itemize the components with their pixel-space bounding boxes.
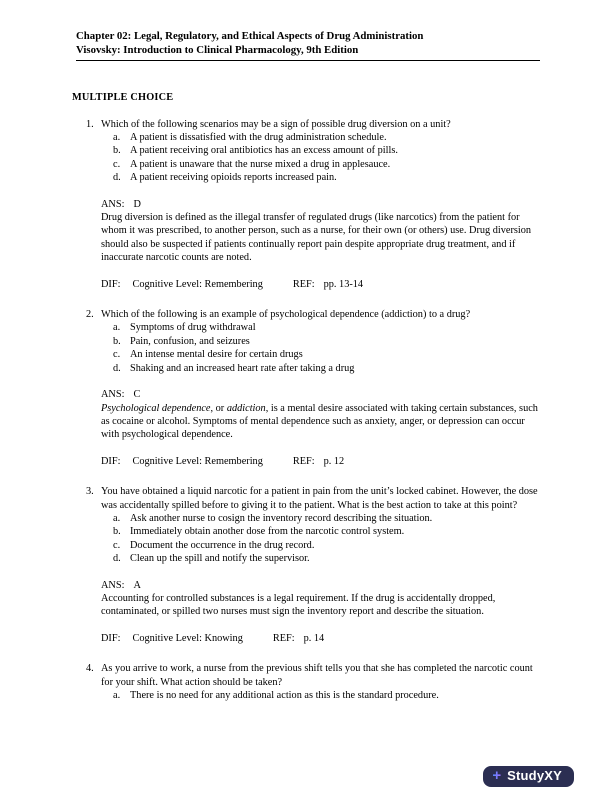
- answer-option: [101, 348, 540, 361]
- options-list: [101, 689, 540, 702]
- ref-label: REF:: [292, 455, 315, 467]
- answer-option: [101, 335, 540, 348]
- dif-ref-line: [101, 278, 540, 291]
- answer-option: [101, 525, 540, 538]
- options-list: [101, 512, 540, 566]
- answer-label: ANS:: [101, 389, 125, 401]
- option-letter: a.: [113, 512, 121, 524]
- option-letter: a.: [113, 132, 121, 143]
- chapter-title: Chapter 02: Legal, Regulatory, and Ethical Aspects of Drug Administration: [76, 30, 424, 42]
- answer-value: D: [133, 198, 141, 210]
- option-letter: c.: [113, 158, 121, 170]
- answer-option: [101, 512, 540, 525]
- answer-block: [101, 579, 540, 646]
- answer-option: [101, 321, 540, 334]
- studyxy-brand-badge: [483, 766, 574, 787]
- dif-value: Cognitive Level: Knowing: [132, 632, 243, 644]
- rationale-text: [101, 211, 540, 265]
- rationale-text: [101, 402, 540, 442]
- option-text: Document the occurrence in the drug record.: [130, 539, 315, 551]
- dif-label: DIF:: [101, 455, 121, 467]
- answer-option: [101, 144, 540, 157]
- rationale-segment: , is a mental desire associated with taking certain substances, such as cocaine or alcohol. Symptoms of mental dependence such as anxiety, anger, or depression can occur with psychological dependence.: [101, 402, 538, 441]
- option-letter: a.: [113, 690, 121, 701]
- answer-option: [101, 158, 540, 171]
- dif-value: Cognitive Level: Remembering: [132, 455, 263, 467]
- question-text: Which of the following is an example of psychological dependence (addiction) to a drug?: [101, 309, 471, 321]
- options-list: [101, 131, 540, 185]
- dif-label: DIF:: [101, 278, 121, 290]
- ref-value: p. 14: [303, 632, 325, 644]
- option-text: Immediately obtain another dose from the narcotic control system.: [130, 526, 405, 538]
- document-header: [76, 30, 540, 57]
- answer-value: A: [133, 579, 141, 591]
- option-text: Pain, confusion, and seizures: [130, 335, 250, 347]
- option-letter: b.: [113, 526, 121, 538]
- option-letter: c.: [113, 539, 121, 551]
- dif-ref-line: [101, 632, 540, 645]
- question-block: [76, 662, 540, 702]
- answer-block: [101, 198, 540, 291]
- option-letter: d.: [113, 553, 121, 565]
- book-title: Visovsky: Introduction to Clinical Pharmacology, 9th Edition: [76, 43, 359, 56]
- ref-label: REF:: [292, 278, 315, 290]
- answer-line: [101, 579, 540, 592]
- question-block: [76, 485, 540, 645]
- question-text: As you arrive to work, a nurse from the previous shift tells you that she has completed the narcotic count for your shift. What action should be taken?: [101, 663, 533, 688]
- header-rule: [76, 60, 540, 61]
- option-letter: d.: [113, 172, 121, 184]
- option-text: A patient receiving opioids reports increased pain.: [130, 172, 337, 184]
- answer-label: ANS:: [101, 579, 125, 591]
- question-text: You have obtained a liquid narcotic for a patient in pain from the unit’s locked cabinet. However, the dose was accidentally spilled before to giving it to the patient. What is the best action to take at this point?: [101, 486, 538, 511]
- ref-value: pp. 13-14: [323, 278, 364, 290]
- rationale-segment: , or: [210, 402, 227, 414]
- ref-label: REF:: [272, 632, 295, 644]
- ref-value: p. 12: [323, 455, 345, 467]
- answer-line: [101, 198, 540, 211]
- answer-value: C: [133, 389, 141, 401]
- question-number: 1.: [86, 118, 94, 130]
- question-body: [101, 308, 540, 468]
- brand-name: StudyXY: [507, 768, 562, 783]
- question-body: [101, 662, 540, 702]
- answer-option: [101, 362, 540, 375]
- question-body: [101, 485, 540, 645]
- option-letter: b.: [113, 335, 121, 347]
- question-block: [76, 118, 540, 291]
- answer-block: [101, 388, 540, 468]
- answer-option: [101, 131, 540, 144]
- option-text: Ask another nurse to cosign the inventory record describing the situation.: [130, 512, 433, 524]
- question-number: 4.: [86, 663, 94, 675]
- question-block: [76, 308, 540, 468]
- dif-value: Cognitive Level: Remembering: [132, 278, 263, 290]
- question-text: Which of the following scenarios may be a sign of possible drug diversion on a unit?: [101, 118, 451, 130]
- answer-option: [101, 171, 540, 184]
- option-text: An intense mental desire for certain drugs: [130, 349, 303, 361]
- rationale-segment: Psychological dependence: [101, 402, 211, 414]
- question-number: 2.: [86, 309, 94, 321]
- answer-option: [101, 689, 540, 702]
- section-title: MULTIPLE CHOICE: [72, 92, 174, 104]
- plus-icon: +: [492, 767, 502, 784]
- question-body: [101, 118, 540, 291]
- option-text: There is no need for any additional action as this is the standard procedure.: [130, 690, 439, 701]
- option-text: Clean up the spill and notify the supervisor.: [130, 553, 310, 565]
- answer-label: ANS:: [101, 198, 125, 210]
- answer-line: [101, 388, 540, 401]
- option-letter: a.: [113, 322, 121, 334]
- option-text: A patient receiving oral antibiotics has an excess amount of pills.: [130, 145, 398, 157]
- option-letter: c.: [113, 349, 121, 361]
- option-text: A patient is unaware that the nurse mixed a drug in applesauce.: [130, 158, 391, 170]
- question-number: 3.: [86, 486, 94, 498]
- option-text: Symptoms of drug withdrawal: [130, 322, 256, 334]
- rationale-segment: addiction: [226, 402, 266, 414]
- questions-list: [76, 118, 540, 703]
- option-text: A patient is dissatisfied with the drug administration schedule.: [130, 132, 387, 143]
- rationale-segment: Drug diversion is defined as the illegal transfer of regulated drugs (like narcotics) from the patient for whom it was prescribed, to another person, such as a nurse, for their own (or others) use. Drug diversion should also be suspected if patients continually report pain despite appropriate drug treatment, and if inaccurate narcotic counts are noted.: [101, 212, 532, 264]
- answer-option: [101, 539, 540, 552]
- answer-option: [101, 552, 540, 565]
- rationale-segment: Accounting for controlled substances is a legal requirement. If the drug is accidentally dropped, contaminated, or spilled two nurses must sign the inventory report and describe the situation.: [101, 592, 496, 618]
- option-text: Shaking and an increased heart rate after taking a drug: [130, 362, 355, 374]
- options-list: [101, 321, 540, 375]
- dif-label: DIF:: [101, 632, 121, 644]
- option-letter: b.: [113, 145, 121, 157]
- rationale-text: [101, 592, 540, 619]
- option-letter: d.: [113, 362, 121, 374]
- dif-ref-line: [101, 455, 540, 468]
